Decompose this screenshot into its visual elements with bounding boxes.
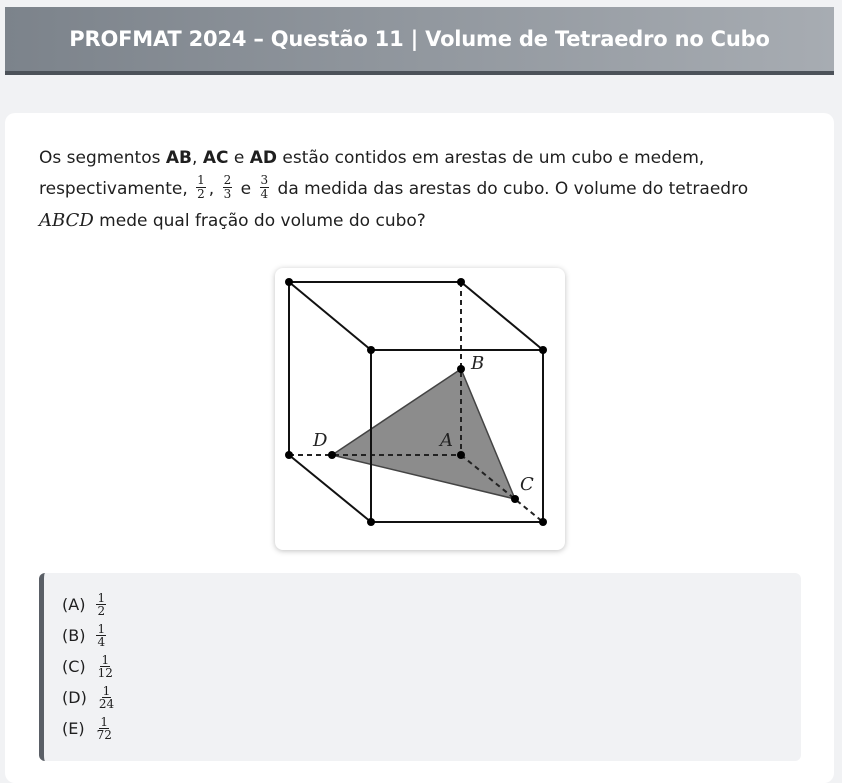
question-text	[39, 143, 799, 237]
option-a[interactable]	[62, 589, 801, 620]
vertex	[285, 451, 293, 459]
fraction-one-half: $\frac{1}{2}$	[197, 172, 205, 201]
option-fraction: $\frac{1}{2}$	[97, 591, 106, 618]
label-c: C	[520, 474, 534, 495]
option-fraction: $\frac{1}{12}$	[97, 653, 113, 680]
question-text-part: e	[228, 148, 250, 168]
question-text-part: mede qual fração do volume do cubo?	[93, 211, 426, 231]
fraction-three-quarters: $\frac{3}{4}$	[260, 172, 269, 201]
segment-ad: AD	[249, 148, 278, 168]
cube-edge	[289, 455, 371, 522]
option-fraction: $\frac{1}{4}$	[97, 622, 106, 649]
option-b[interactable]	[62, 620, 801, 651]
cube-edge	[461, 282, 543, 350]
label-d: D	[313, 430, 328, 451]
question-text-part: Os segmentos	[39, 148, 166, 168]
segment-ab: AB	[165, 148, 192, 168]
vertex	[539, 518, 547, 526]
option-letter: (B)	[62, 626, 86, 645]
option-c[interactable]	[62, 651, 801, 682]
option-fraction: $\frac{1}{24}$	[98, 684, 115, 711]
tetrahedron-name: ABCD	[39, 210, 94, 231]
page-header	[5, 7, 834, 75]
question-text-part: ,	[192, 148, 203, 168]
question-text-part: ,	[208, 179, 220, 199]
option-d[interactable]	[62, 682, 801, 713]
page-title: PROFMAT 2024 – Questão 11 | Volume de Tetraedro no Cubo	[69, 27, 770, 51]
label-a: A	[440, 430, 453, 451]
point-d	[328, 451, 336, 459]
question-card	[5, 113, 834, 783]
option-e[interactable]	[62, 713, 801, 744]
cube-figure	[275, 268, 565, 550]
option-letter: (C)	[62, 657, 86, 676]
question-text-part: estão contidos em arestas de um cubo e medem, respectivamente,	[39, 148, 705, 199]
point-a	[457, 451, 465, 459]
vertex	[367, 346, 375, 354]
tetrahedron-face	[332, 369, 515, 499]
point-c	[511, 495, 519, 503]
vertex	[285, 278, 293, 286]
label-b: B	[471, 353, 485, 374]
option-letter: (D)	[62, 688, 87, 707]
vertex	[457, 278, 465, 286]
segment-ac: AC	[202, 148, 229, 168]
question-text-part: da medida das arestas do cubo. O volume do tetraedro	[272, 179, 749, 199]
fraction-two-thirds: $\frac{2}{3}$	[223, 172, 232, 201]
vertex	[539, 346, 547, 354]
vertex	[367, 518, 375, 526]
cube-edge	[289, 282, 371, 350]
option-letter: (A)	[62, 595, 86, 614]
cube-diagram	[275, 268, 565, 550]
answer-options	[39, 573, 801, 761]
option-fraction: $\frac{1}{72}$	[96, 715, 112, 742]
point-b	[457, 365, 465, 373]
option-letter: (E)	[62, 719, 85, 738]
question-text-part: e	[235, 179, 257, 199]
